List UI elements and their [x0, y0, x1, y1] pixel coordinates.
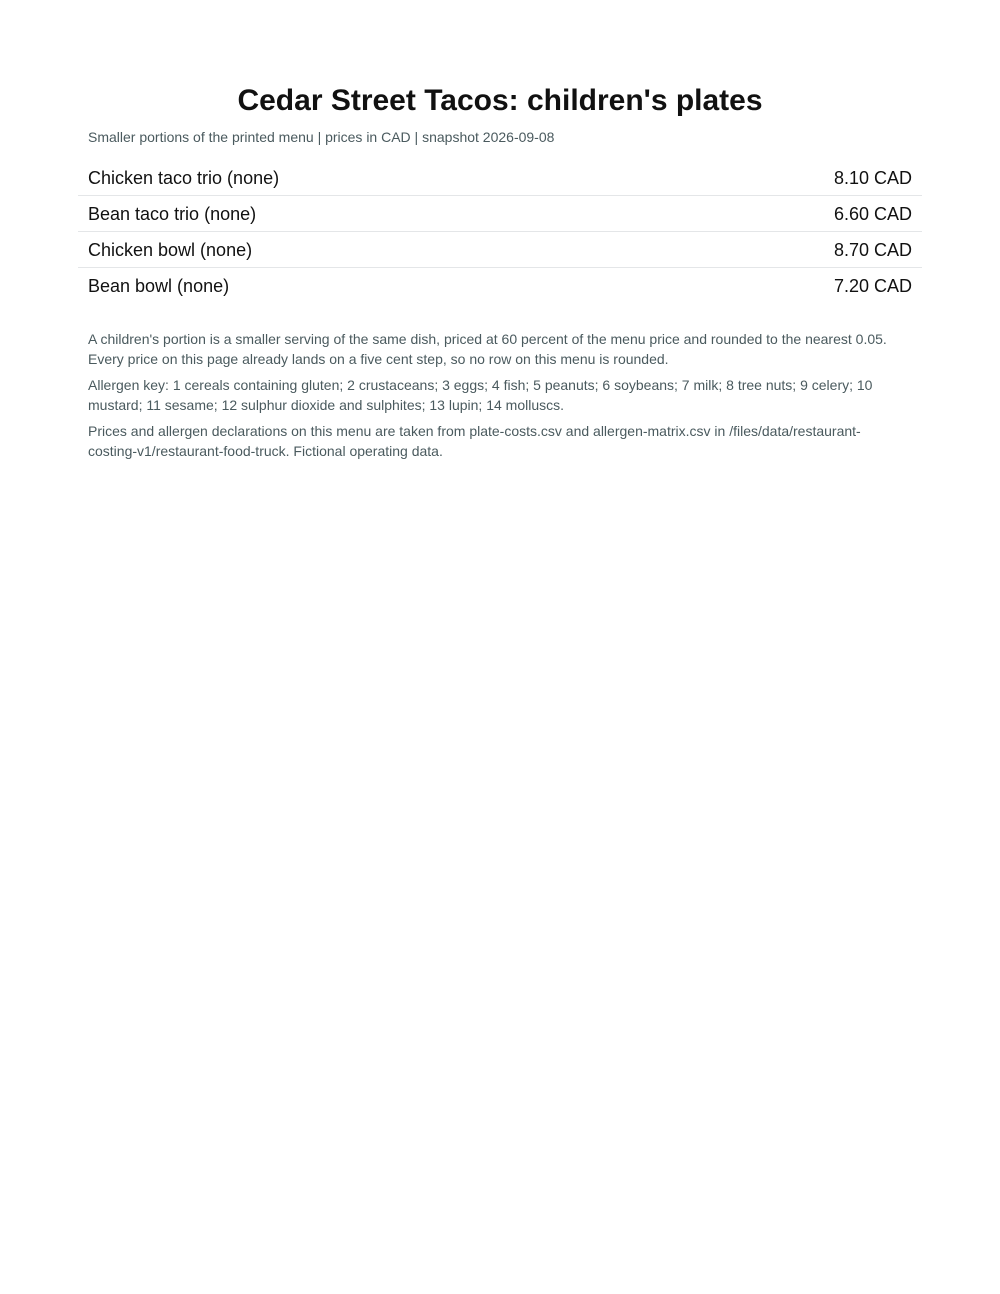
menu-row: [78, 268, 922, 303]
menu-item-price: 8.70 CAD: [833, 239, 912, 260]
allergen-key-note: Allergen key: 1 cereals containing gluten; 2 crustaceans; 3 eggs; 4 fish; 5 peanuts; 6 soybeans; 7 milk; 8 tree nuts; 9 celery; 10 mustard; 11 sesame; 12 sulphur dioxide and sulphites; 13 lupin; 14 molluscs.: [88, 377, 873, 413]
footnotes: [88, 329, 908, 461]
menu-list: [78, 160, 922, 303]
page-title: Cedar Street Tacos: children's plates: [237, 84, 763, 117]
menu-item-name: Chicken taco trio (none): [88, 167, 280, 188]
menu-item-price: 8.10 CAD: [833, 167, 912, 188]
menu-row: [78, 232, 922, 268]
menu-row: [78, 160, 922, 196]
menu-item-name: Chicken bowl (none): [88, 239, 253, 260]
portion-note: A children's portion is a smaller serving of the same dish, priced at 60 percent of the menu price and rounded to the nearest 0.05. Every price on this page already lands on a five cent step, so no row on this menu is rounded.: [88, 331, 887, 367]
menu-item-price: 7.20 CAD: [833, 275, 912, 296]
menu-item-name: Bean bowl (none): [88, 275, 230, 296]
menu-item-name: Bean taco trio (none): [88, 203, 257, 224]
page-subtitle: Smaller portions of the printed menu | prices in CAD | snapshot 2026-09-08: [88, 129, 555, 145]
menu-item-price: 6.60 CAD: [833, 203, 912, 224]
source-note: Prices and allergen declarations on this menu are taken from plate-costs.csv and allergen-matrix.csv in /files/data/restaurant-costing-v1/restaurant-food-truck. Fictional operating data.: [88, 423, 861, 459]
menu-row: [78, 196, 922, 232]
